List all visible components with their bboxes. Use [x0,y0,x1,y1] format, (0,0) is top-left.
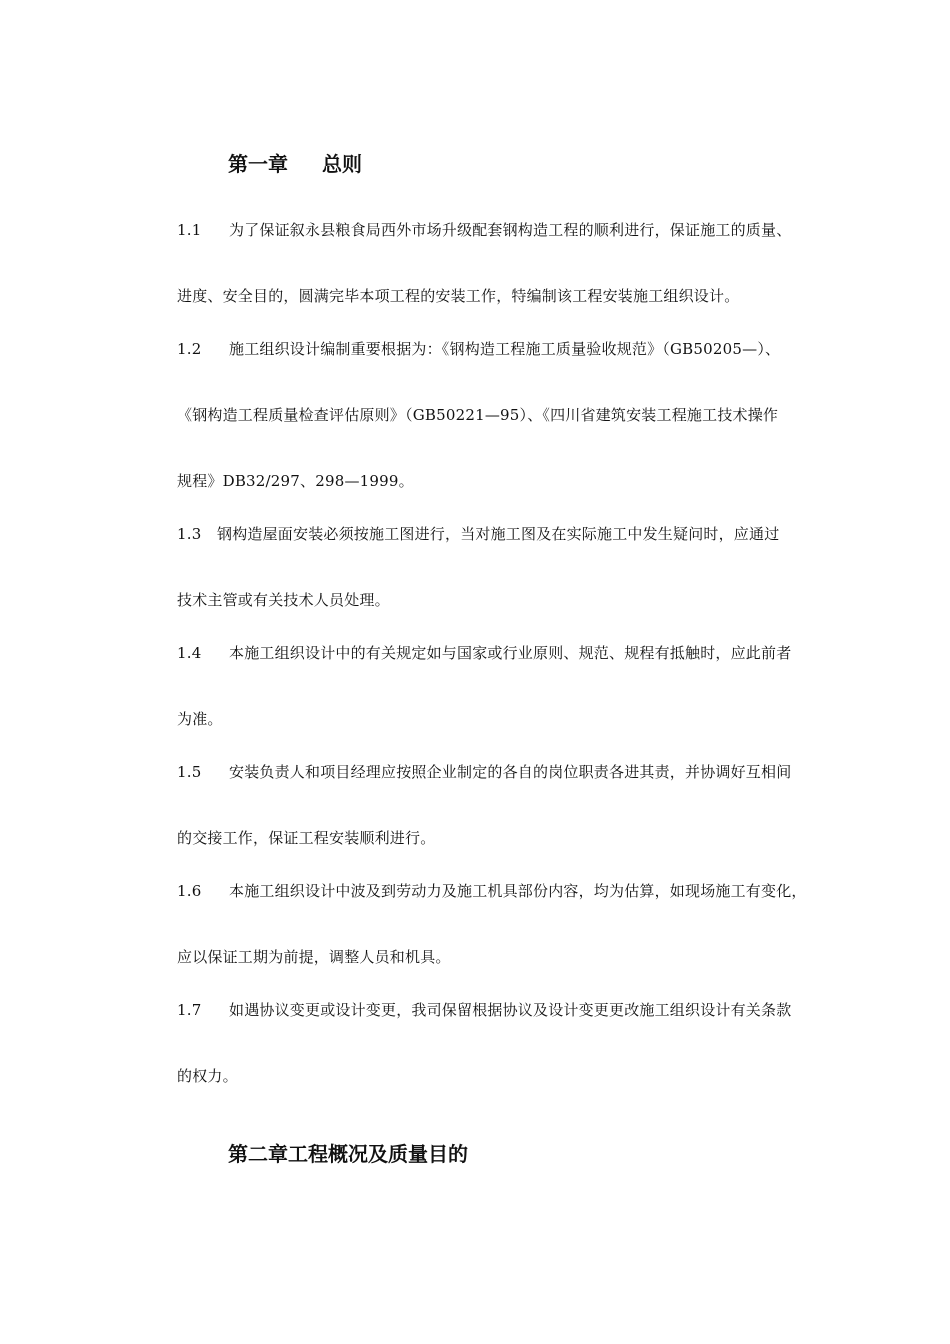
section-1-4-line-2: 为准。 [177,710,223,728]
chapter-2-heading: 第二章工程概况及质量目的 [228,1142,468,1166]
chapter-1-heading [228,148,362,177]
section-text: 如遇协议变更或设计变更，我司保留根据协议及设计变更更改施工组织设计有关条款 [229,1001,792,1019]
section-number: 1.1 [177,221,202,239]
section-number: 1.5 [177,763,202,781]
section-number: 1.4 [177,644,202,662]
section-number: 1.6 [177,882,202,900]
section-text: 本施工组织设计中波及到劳动力及施工机具部份内容，均为估算，如现场施工有变化， [229,882,807,900]
section-1-6-line-1 [177,880,807,901]
chapter-1-label: 第一章 [228,152,288,176]
section-1-3-line-2: 技术主管或有关技术人员处理。 [177,591,390,609]
section-text: 本施工组织设计中的有关规定如与国家或行业原则、规范、规程有抵触时，应此前者 [229,644,792,662]
section-1-1-line-2: 进度、安全目的，圆满完毕本项工程的安装工作，特编制该工程安装施工组织设计。 [177,287,740,305]
section-1-6-line-2: 应以保证工期为前提，调整人员和机具。 [177,948,451,966]
section-1-7-line-1 [177,999,791,1020]
section-text: 施工组织设计编制重要根据为：《钢构造工程施工质量验收规范》（GB50205—）、 [229,340,781,358]
section-1-5-line-1 [177,761,791,782]
section-text: 为了保证叙永县粮食局西外市场升级配套钢构造工程的顺利进行，保证施工的质量、 [229,221,792,239]
section-number: 1.3 [177,525,202,543]
section-1-5-line-2: 的交接工作，保证工程安装顺利进行。 [177,829,436,847]
section-1-2-line-2: 《钢构造工程质量检查评估原则》（GB50221—95）、《四川省建筑安装工程施工技术操作 [177,406,779,424]
section-1-7-line-2: 的权力。 [177,1067,238,1085]
section-1-3-line-1 [177,523,779,544]
section-number: 1.7 [177,1001,202,1019]
section-1-4-line-1 [177,642,791,663]
section-1-2-line-1 [177,338,780,359]
section-1-2-line-3: 规程》DB32/297、298—1999。 [177,472,414,490]
section-number: 1.2 [177,340,202,358]
section-text: 钢构造屋面安装必须按施工图进行，当对施工图及在实际施工中发生疑问时，应通过 [217,525,780,543]
section-text: 安装负责人和项目经理应按照企业制定的各自的岗位职责各进其责，并协调好互相间 [229,763,792,781]
section-1-1-line-1 [177,219,791,240]
chapter-1-title: 总则 [322,152,362,176]
